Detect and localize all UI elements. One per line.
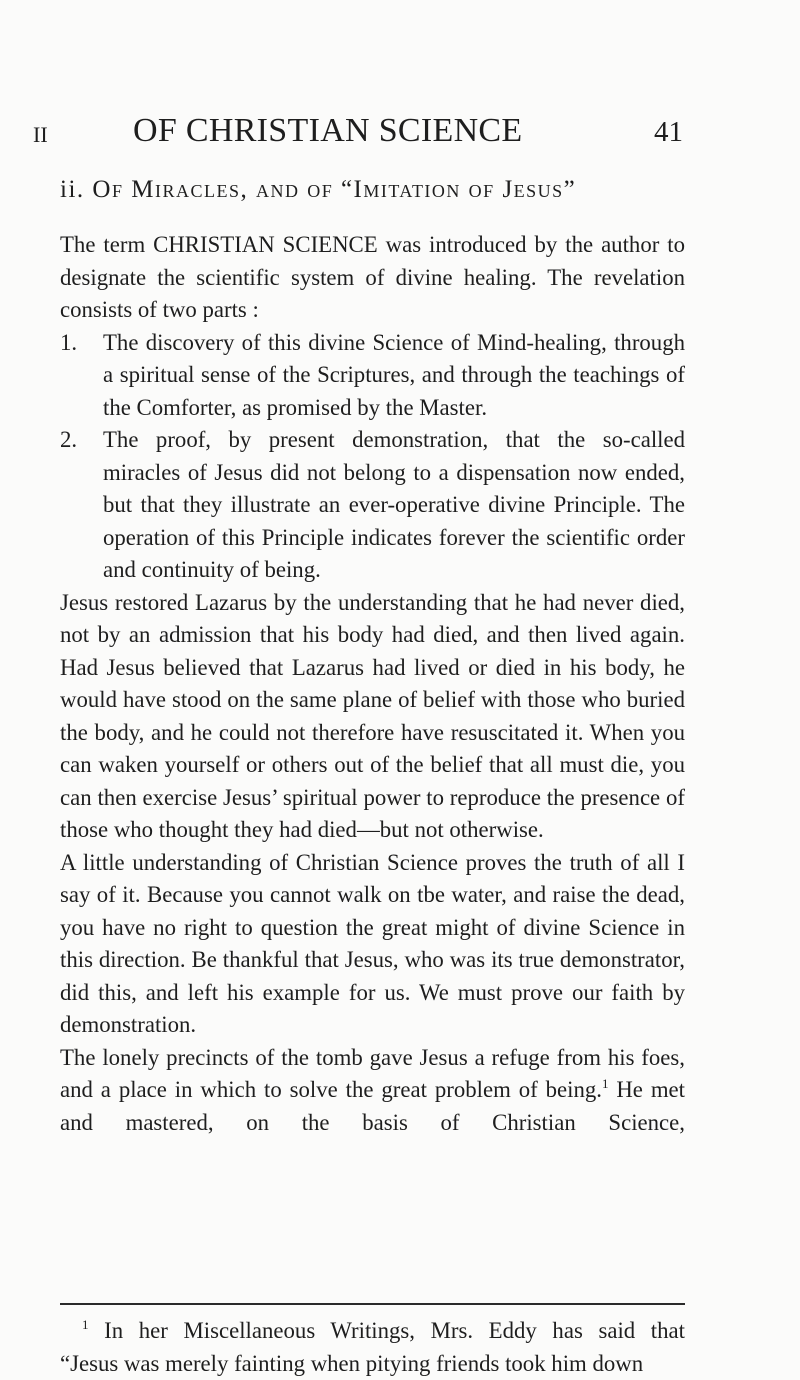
paragraph-tomb — [60, 1042, 685, 1140]
list-item — [60, 424, 685, 587]
footnote-text-line2: “Jesus was merely fainting when pitying friends took him down — [60, 1351, 643, 1376]
running-head-section: II — [33, 122, 48, 148]
footnotes — [60, 1315, 685, 1380]
body-text — [60, 229, 685, 1139]
running-head — [33, 112, 683, 152]
section-heading — [60, 176, 576, 204]
list-item-text: The proof, by present demonstration, that the so-called miracles of Jesus did not belong to a dispensation now ended, but that they illustrate an ever-operative divine Principle. The operation of this Principle indicates forever the scientific order and continuity of being. — [103, 427, 685, 582]
list-item-number: 2. — [60, 424, 103, 457]
paragraph-intro — [60, 229, 685, 327]
paragraph-tomb-continuation: He met and mastered, on the basis of Christian Science, — [60, 1077, 685, 1135]
paragraph-understanding-text: A little understanding of Christian Science proves the truth of all I say of it. Because you cannot walk on tbe water, and raise the dead, you have no right to question the great might of divine Science in this direction. Be thankful that Jesus, who was its true demonstrator, did this, and left his example for us. We must prove our faith by demonstration. — [60, 850, 685, 1038]
paragraph-lazarus-text: Jesus restored Lazarus by the understanding that he had never died, not by an admission that his body had died, and then lived again. Had Jesus believed that Lazarus had lived or died in his body, he would have stood on the same plane of belief with those who buried the body, and he could not therefore have resuscitated it. When you can waken yourself or others out of the belief that all must die, you can then exercise Jesus’ spiritual power to reproduce the presence of those who thought they had died—but not otherwise. — [60, 590, 685, 843]
list-item-number: 1. — [60, 327, 103, 360]
paragraph-tomb-text: The lonely precincts of the tomb gave Jesus a refuge from his foes, and a place in which to solve the great problem of being. — [60, 1045, 685, 1103]
footnote-line — [60, 1315, 685, 1348]
footnote-reference[interactable]: 1 — [602, 1076, 609, 1091]
list-item — [60, 327, 685, 425]
section-heading-number: ii. — [60, 176, 85, 203]
paragraph-lazarus — [60, 587, 685, 847]
footnote-text-line1: In her Miscellaneous Writings, Mrs. Eddy has said that — [89, 1318, 686, 1343]
list-item-text: The discovery of this divine Science of Mind-healing, through a spiritual sense of the Scriptures, and through the teachings of the Comforter, as promised by the Master. — [103, 330, 685, 420]
paragraph-intro-text: The term CHRISTIAN SCIENCE was introduced by the author to designate the scientific system of divine healing. The revelation consists of two parts : — [60, 232, 685, 322]
footnote-marker: 1 — [82, 1317, 89, 1332]
paragraph-understanding — [60, 847, 685, 1042]
section-heading-title: Of Miracles, and of “Imitation of Jesus” — [92, 176, 576, 203]
footnote-divider — [60, 1303, 685, 1305]
running-head-title: OF CHRISTIAN SCIENCE — [133, 112, 522, 150]
page-number: 41 — [654, 116, 683, 149]
footnote-line — [60, 1348, 685, 1380]
